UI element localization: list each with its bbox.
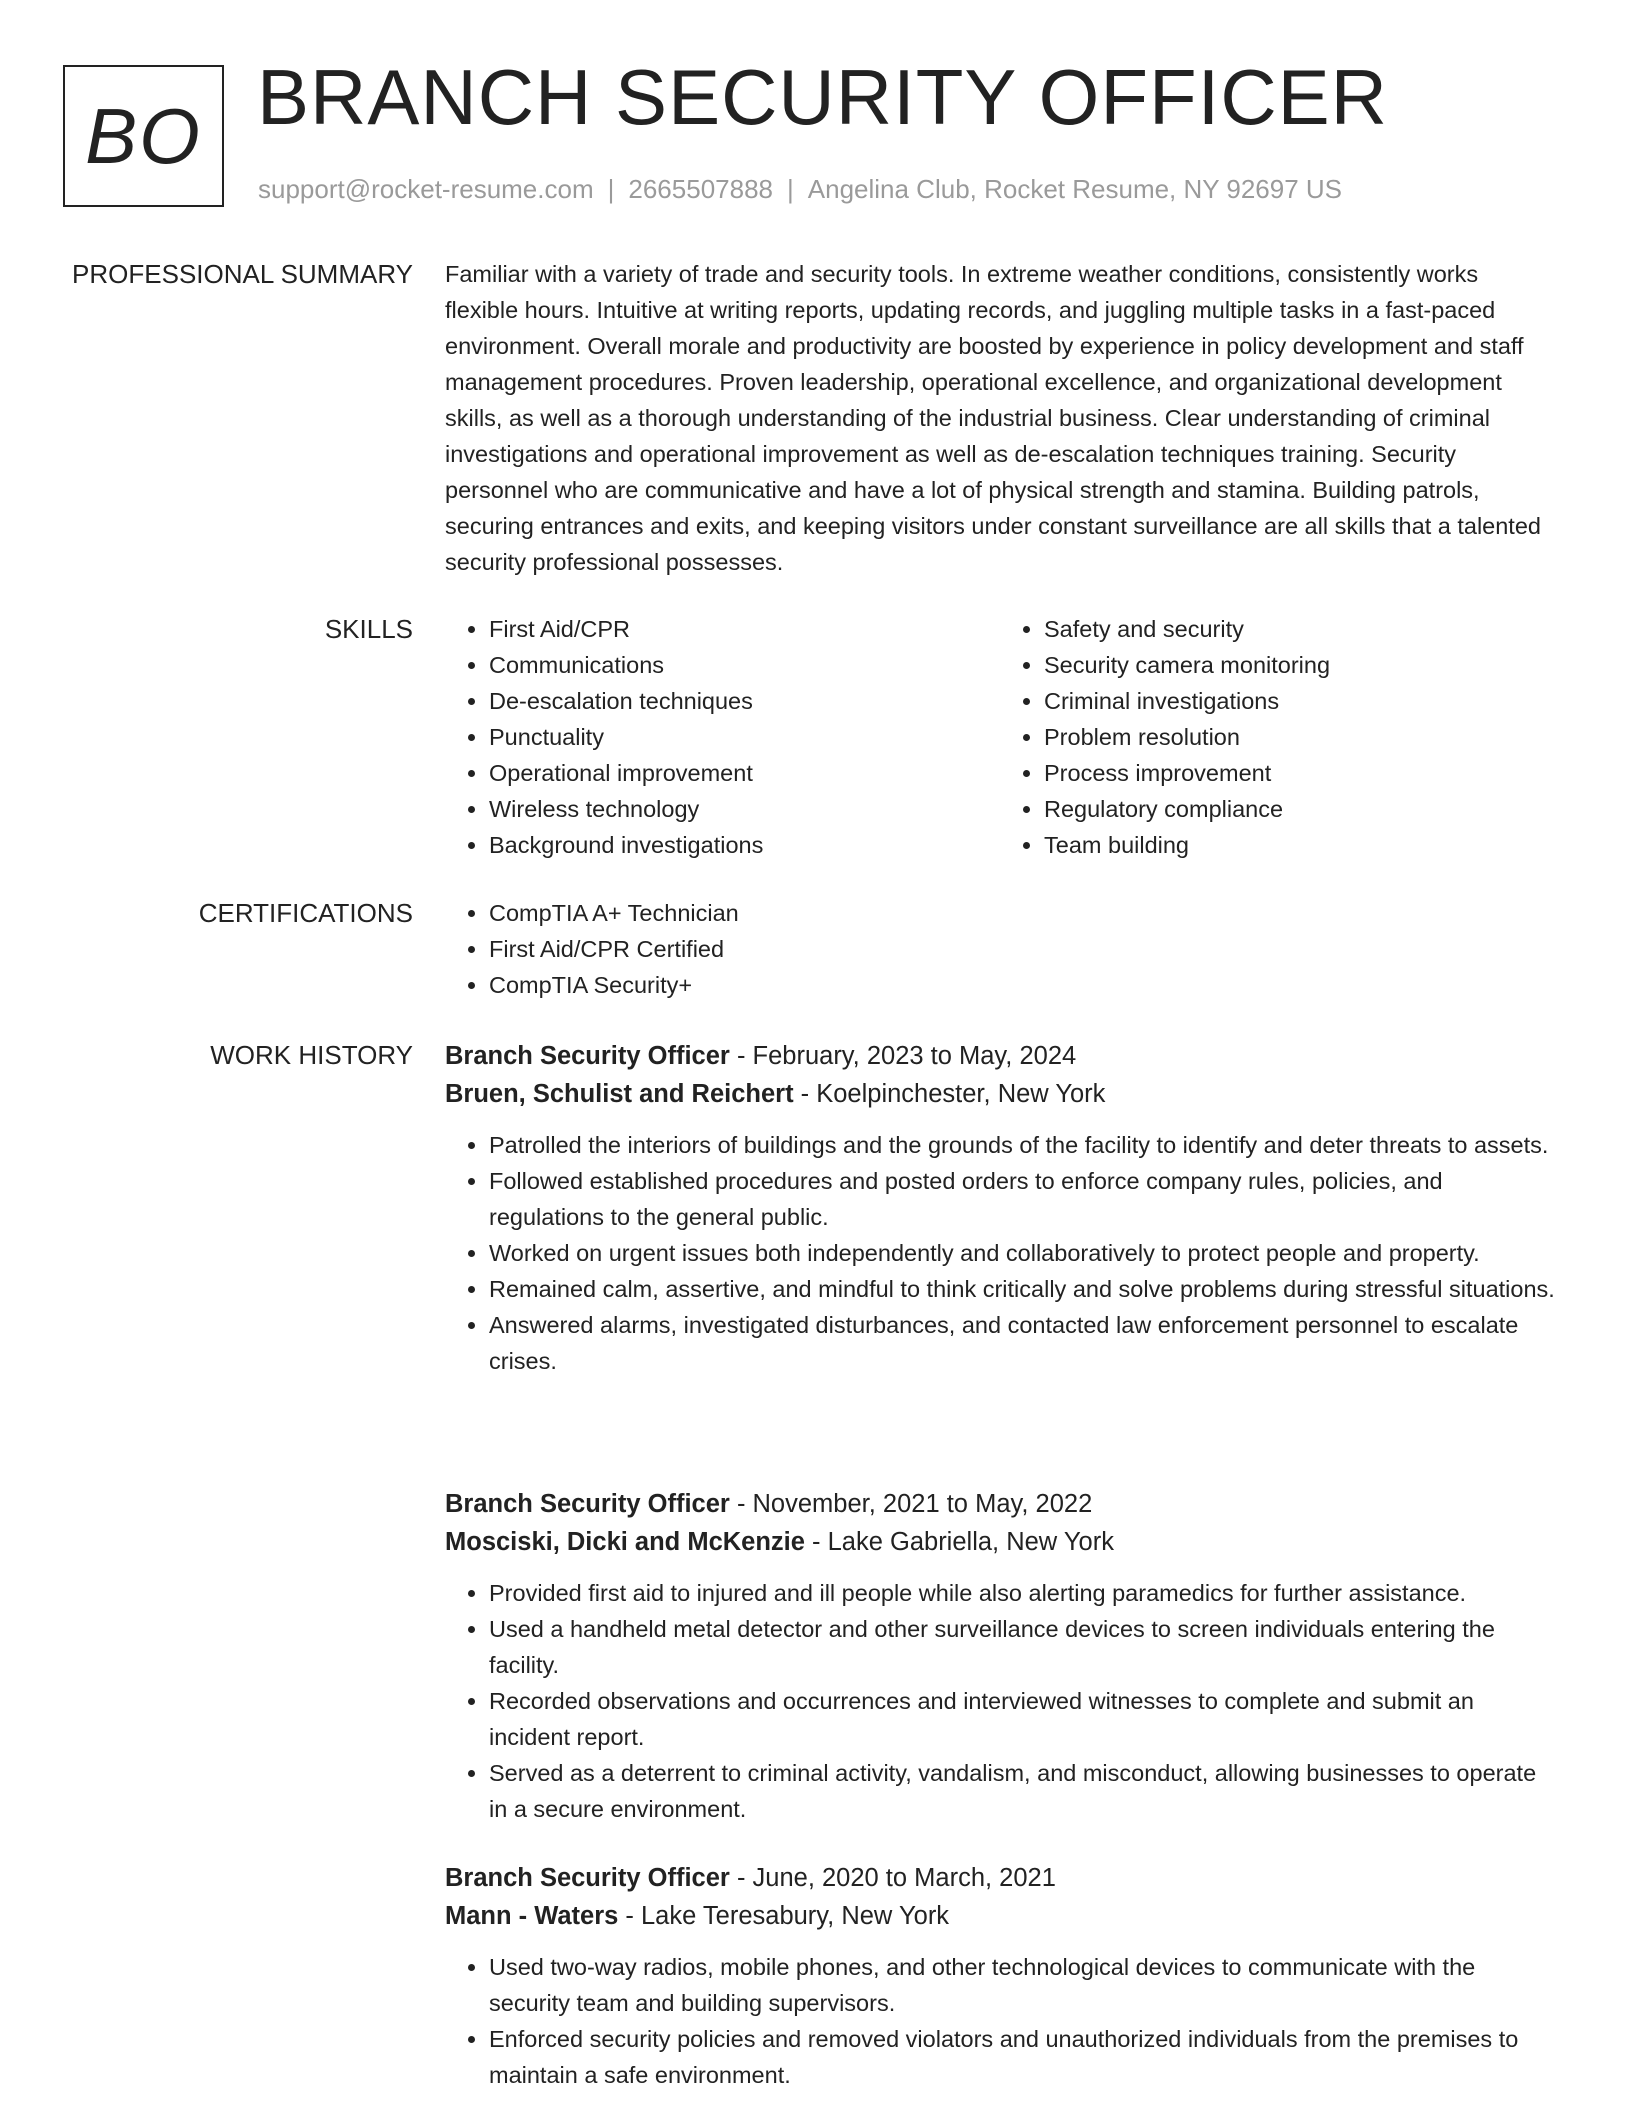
skills-list-right <box>1000 611 1555 863</box>
skill-item: • Background investigations <box>489 827 1000 863</box>
contact-separator: | <box>787 174 794 204</box>
contact-email[interactable]: support@rocket-resume.com <box>258 174 594 204</box>
job-title: Branch Security Officer <box>445 1042 730 1070</box>
job-bullet: • Remained calm, assertive, and mindful to think critically and solve problems during stressful situations. <box>489 1271 1555 1307</box>
job-title-line <box>445 1037 1555 1075</box>
job-title: Branch Security Officer <box>445 1490 730 1518</box>
job-company: Mosciski, Dicki and McKenzie <box>445 1528 805 1556</box>
job-dates: - November, 2021 to May, 2022 <box>729 1490 1093 1518</box>
skill-item: • Wireless technology <box>489 791 1000 827</box>
skill-item: • De-escalation techniques <box>489 683 1000 719</box>
job-title-line <box>445 1485 1555 1523</box>
job-location: - Koelpinchester, New York <box>793 1080 1106 1108</box>
certification-item: • First Aid/CPR Certified <box>489 931 1555 967</box>
job-company: Mann - Waters <box>445 1902 619 1930</box>
job-location: - Lake Teresabury, New York <box>618 1902 950 1930</box>
contact-address: Angelina Club, Rocket Resume, NY 92697 US <box>807 174 1343 204</box>
skill-item: • Problem resolution <box>1044 719 1555 755</box>
job-bullet: • Enforced security policies and removed violators and unauthorized individuals from the premises to maintain a safe environment. <box>489 2021 1555 2093</box>
job-bullets <box>445 1949 1555 2093</box>
contact-phone[interactable]: 2665507888 <box>628 174 773 204</box>
skills-columns <box>445 611 1555 863</box>
job-bullet: • Followed established procedures and posted orders to enforce company rules, policies, and regulations to the general public. <box>489 1163 1555 1235</box>
job-bullet: • Recorded observations and occurrences and interviewed witnesses to complete and submit an incident report. <box>489 1683 1555 1755</box>
contact-line <box>258 174 1342 205</box>
job-bullet: • Patrolled the interiors of buildings and the grounds of the facility to identify and deter threats to assets. <box>489 1127 1555 1163</box>
job-company-line <box>445 1897 1555 1935</box>
job-entry <box>445 1485 1555 1827</box>
job-entry <box>445 1859 1555 2093</box>
job-bullet: • Worked on urgent issues both independently and collaboratively to protect people and property. <box>489 1235 1555 1271</box>
skill-item: • First Aid/CPR <box>489 611 1000 647</box>
job-bullets <box>445 1575 1555 1827</box>
skill-item: • Safety and security <box>1044 611 1555 647</box>
skills-list-left <box>445 611 1000 863</box>
skill-item: • Team building <box>1044 827 1555 863</box>
job-dates: - June, 2020 to March, 2021 <box>729 1864 1056 1892</box>
summary-text: Familiar with a variety of trade and security tools. In extreme weather conditions, consistently works flexible hours. Intuitive at writing reports, updating records, and juggling multiple tasks in a fast-paced environment. Overall morale and productivity are boosted by experience in policy development and staff management procedures. Proven leadership, operational excellence, and organizational development skills, as well as a thorough understanding of the industrial business. Clear understanding of criminal investigations and operational improvement as well as de-escalation techniques training. Security personnel who are communicative and have a lot of physical strength and stamina. Building patrols, securing entrances and exits, and keeping visitors under constant surveillance are all skills that a talented security professional possesses. <box>445 261 1541 575</box>
certifications-body <box>445 895 1555 1003</box>
job-title: Branch Security Officer <box>445 1864 730 1892</box>
section-heading: WORK HISTORY <box>210 1040 413 1070</box>
certification-item: • CompTIA A+ Technician <box>489 895 1555 931</box>
certification-item: • CompTIA Security+ <box>489 967 1555 1003</box>
section-heading: PROFESSIONAL SUMMARY <box>72 259 413 289</box>
skill-item: • Regulatory compliance <box>1044 791 1555 827</box>
job-bullets <box>445 1127 1555 1379</box>
job-dates: - February, 2023 to May, 2024 <box>729 1042 1077 1070</box>
section-heading: CERTIFICATIONS <box>198 898 413 928</box>
job-bullet: • Used two-way radios, mobile phones, and other technological devices to communicate with the security team and building supervisors. <box>489 1949 1555 2021</box>
job-bullet: • Used a handheld metal detector and other surveillance devices to screen individuals entering the facility. <box>489 1611 1555 1683</box>
skill-item: • Punctuality <box>489 719 1000 755</box>
contact-separator: | <box>607 174 615 204</box>
skill-item: • Process improvement <box>1044 755 1555 791</box>
section-heading: SKILLS <box>324 614 413 644</box>
job-title-line <box>445 1859 1555 1897</box>
job-entry <box>445 1037 1555 1379</box>
skill-item: • Operational improvement <box>489 755 1000 791</box>
initials-monogram: BO <box>63 65 224 207</box>
skill-item: • Communications <box>489 647 1000 683</box>
job-location: - Lake Gabriella, New York <box>804 1528 1114 1556</box>
job-bullet: • Served as a deterrent to criminal activity, vandalism, and misconduct, allowing businesses to operate in a secure environment. <box>489 1755 1555 1827</box>
job-bullet: • Answered alarms, investigated disturbances, and contacted law enforcement personnel to escalate crises. <box>489 1307 1555 1379</box>
resume-title: BRANCH SECURITY OFFICER <box>257 53 1388 141</box>
skill-item: • Security camera monitoring <box>1044 647 1555 683</box>
job-company: Bruen, Schulist and Reichert <box>445 1080 794 1108</box>
job-company-line <box>445 1523 1555 1561</box>
job-bullet: • Provided first aid to injured and ill people while also alerting paramedics for further assistance. <box>489 1575 1555 1611</box>
certifications-list <box>445 895 1555 1003</box>
job-company-line <box>445 1075 1555 1113</box>
skill-item: • Criminal investigations <box>1044 683 1555 719</box>
